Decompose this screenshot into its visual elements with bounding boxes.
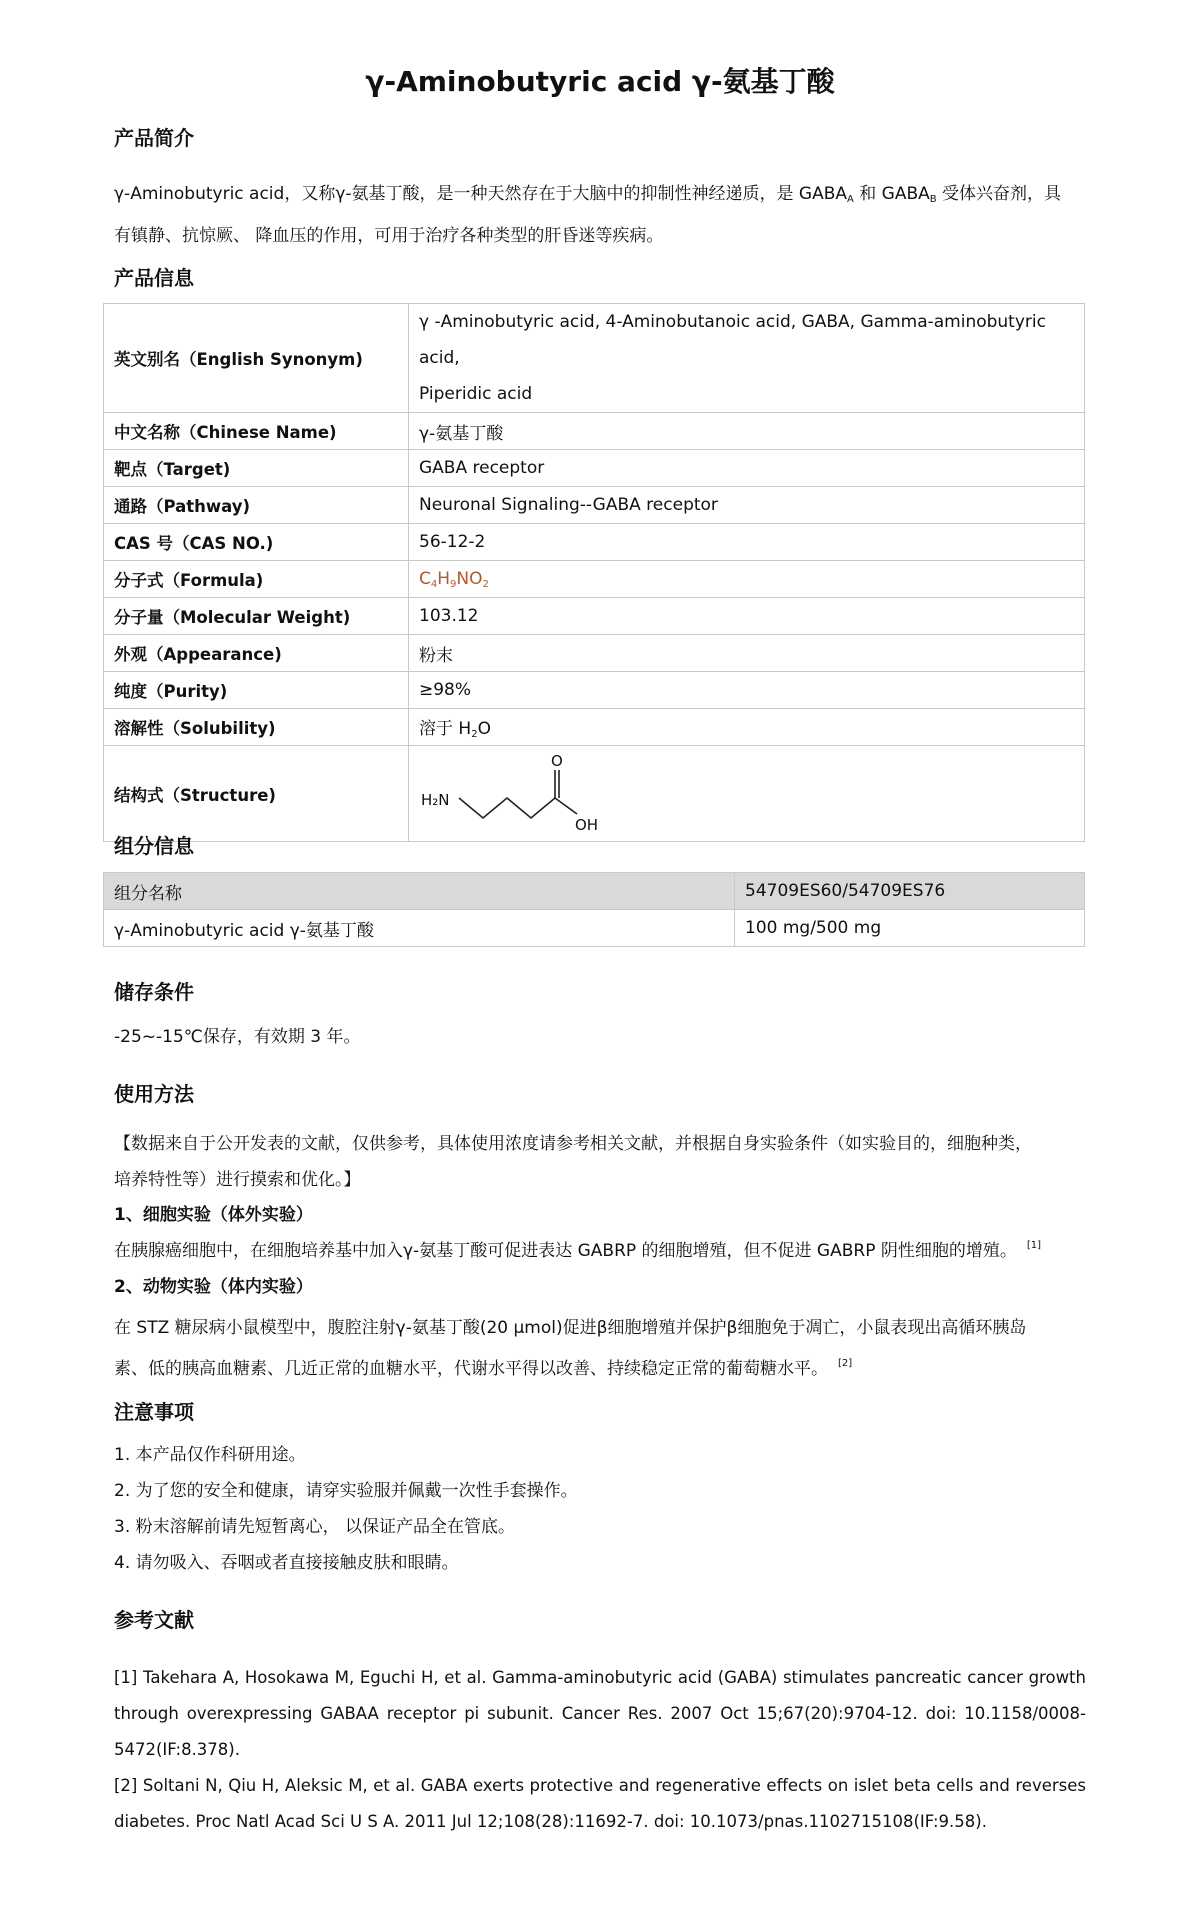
- comp-head-cat: 54709ES60/54709ES76: [735, 873, 1085, 910]
- usage-note-line1: 【数据来自于公开发表的文献，仅供参考，具体使用浓度请参考相关文献，并根据自身实验条件（如实验目的，细胞种类，: [114, 1134, 1032, 1154]
- table-row: [104, 524, 1085, 561]
- cell-ref-mark: [1]: [1026, 1240, 1042, 1251]
- synonym-line-1: γ -Aminobutyric acid, 4-Aminobutanoic acid, GABA, Gamma-aminobutyric acid,: [419, 312, 1046, 368]
- formula-h-count: 9: [450, 578, 457, 590]
- info-key-structure: 结构式（Structure): [104, 746, 409, 842]
- cell-text: 在胰腺癌细胞中，在细胞培养基中加入γ-氨基丁酸可促进表达 GABRP 的细胞增殖，但不促进 GABRP 阴性细胞的增殖。: [114, 1241, 1017, 1261]
- cell-experiment-title: 1、细胞实验（体外实验）: [114, 1205, 313, 1225]
- amine-label: H₂N: [421, 790, 450, 809]
- page-title: γ-Aminobutyric acid γ-氨基丁酸: [365, 65, 835, 98]
- info-key-cas: CAS 号（CAS NO.): [104, 524, 409, 561]
- info-key-pathway: 通路（Pathway): [104, 487, 409, 524]
- product-info-table: [103, 303, 1085, 842]
- table-header-row: [104, 873, 1085, 910]
- info-key-mw: 分子量（Molecular Weight): [104, 598, 409, 635]
- intro-sub-b: B: [929, 194, 937, 205]
- info-key-appearance: 外观（Appearance): [104, 635, 409, 672]
- hydroxyl-bond: [555, 798, 577, 814]
- table-row: [104, 598, 1085, 635]
- solubility-text-end: O: [477, 719, 491, 739]
- intro-text-3: 受体兴奋剂，具: [936, 184, 1062, 204]
- intro-text-line2: 有镇静、抗惊厥、 降血压的作用，可用于治疗各种类型的肝昏迷等疾病。: [114, 226, 664, 246]
- usage-note-line2: 培养特性等）进行摸索和优化。】: [114, 1170, 361, 1190]
- info-val-purity: ≥98%: [409, 672, 1085, 709]
- animal-experiment-title: 2、动物实验（体内实验）: [114, 1277, 313, 1297]
- section-heading-usage: 使用方法: [114, 1082, 194, 1106]
- solubility-text: 溶于 H: [419, 719, 472, 739]
- info-key-purity: 纯度（Purity): [104, 672, 409, 709]
- info-val-structure: [409, 746, 1085, 842]
- reference-item: [1] Takehara A, Hosokawa M, Eguchi H, et al. Gamma-aminobutyric acid (GABA) stimulates pancreatic cancer growth through overexpressing GABAA receptor pi subunit. Cancer Res. 2007 Oct 15;67(20):9704-12. doi: 10.1158/0008-5472(IF:8.378).: [114, 1668, 1086, 1759]
- cell-experiment-text: [114, 1236, 1041, 1261]
- note-item: 3. 粉末溶解前请先短暂离心， 以保证产品全在管底。: [114, 1517, 516, 1537]
- note-item: 2. 为了您的安全和健康，请穿实验服并佩戴一次性手套操作。: [114, 1481, 578, 1501]
- section-heading-info: 产品信息: [114, 266, 194, 290]
- table-row: [104, 487, 1085, 524]
- info-val-pathway: Neuronal Signaling--GABA receptor: [409, 487, 1085, 524]
- table-row: [104, 561, 1085, 598]
- solubility-sub: 2: [471, 729, 478, 740]
- formula-no-count: 2: [482, 578, 489, 590]
- note-item: 1. 本产品仅作科研用途。: [114, 1445, 306, 1465]
- info-key-solubility: 溶解性（Solubility): [104, 709, 409, 746]
- carbon-chain: [459, 770, 555, 818]
- info-key-synonym: 英文别名（English Synonym): [104, 304, 409, 413]
- table-row: [104, 746, 1085, 842]
- formula-no: NO: [456, 568, 483, 589]
- table-row: [104, 910, 1085, 947]
- storage-text: -25~-15℃保存，有效期 3 年。: [114, 1027, 361, 1047]
- structure-diagram: [419, 748, 659, 840]
- animal-experiment-text: [114, 1310, 1086, 1387]
- table-row: [104, 450, 1085, 487]
- info-val-cas: 56-12-2: [409, 524, 1085, 561]
- info-val-appearance: 粉末: [409, 635, 1085, 672]
- info-val-solubility: [409, 709, 1085, 746]
- table-row: [104, 413, 1085, 450]
- info-val-synonym: [409, 304, 1085, 413]
- synonym-line-2: Piperidic acid: [419, 384, 533, 404]
- animal-ref-mark: [2]: [838, 1358, 853, 1369]
- hydroxyl-label: OH: [575, 815, 599, 834]
- components-table: [103, 872, 1085, 947]
- info-val-formula: [409, 561, 1085, 598]
- intro-text-2: 和 GABA: [853, 184, 930, 204]
- reference-item: [2] Soltani N, Qiu H, Aleksic M, et al. GABA exerts protective and regenerative effects on islet beta cells and reverses diabetes. Proc Natl Acad Sci U S A. 2011 Jul 12;108(28):11692-7. doi: 10.1073/pnas.1102715108(IF:9.58).: [114, 1776, 1086, 1831]
- section-heading-notes: 注意事项: [114, 1400, 194, 1424]
- table-row: [104, 635, 1085, 672]
- info-val-chinese: γ-氨基丁酸: [409, 413, 1085, 450]
- animal-line1: 在 STZ 糖尿病小鼠模型中，腹腔注射γ-氨基丁酸(20 μmol)促进β细胞增殖并保护β细胞免于凋亡，小鼠表现出高循环胰岛: [114, 1318, 1027, 1338]
- info-val-mw: 103.12: [409, 598, 1085, 635]
- info-key-target: 靶点（Target): [104, 450, 409, 487]
- table-row: [104, 672, 1085, 709]
- section-heading-storage: 储存条件: [114, 980, 194, 1004]
- usage-note: [114, 1126, 1086, 1198]
- intro-paragraph: [114, 176, 1086, 254]
- intro-text-1: γ-Aminobutyric acid，又称γ-氨基丁酸，是一种天然存在于大脑中的抑制性神经递质，是 GABA: [114, 184, 848, 204]
- intro-sub-a: A: [847, 194, 854, 205]
- info-key-chinese: 中文名称（Chinese Name): [104, 413, 409, 450]
- section-heading-intro: 产品简介: [114, 126, 194, 150]
- info-val-target: GABA receptor: [409, 450, 1085, 487]
- formula-c: C: [419, 568, 431, 589]
- comp-head-name: 组分名称: [104, 873, 735, 910]
- animal-line2: 素、低的胰高血糖素、几近正常的血糖水平，代谢水平得以改善、持续稳定正常的葡萄糖水平。: [114, 1359, 828, 1379]
- info-key-formula: 分子式（Formula): [104, 561, 409, 598]
- section-heading-references: 参考文献: [114, 1608, 194, 1632]
- section-heading-components: 组分信息: [114, 834, 194, 858]
- comp-row-val: 100 mg/500 mg: [735, 910, 1085, 947]
- formula-c-count: 4: [430, 578, 438, 590]
- note-item: 4. 请勿吸入、吞咽或者直接接触皮肤和眼睛。: [114, 1553, 459, 1573]
- carbonyl-label: O: [551, 751, 563, 770]
- table-row: [104, 709, 1085, 746]
- comp-row-name: γ-Aminobutyric acid γ-氨基丁酸: [104, 910, 735, 947]
- formula-h: H: [437, 568, 451, 589]
- table-row: [104, 304, 1085, 413]
